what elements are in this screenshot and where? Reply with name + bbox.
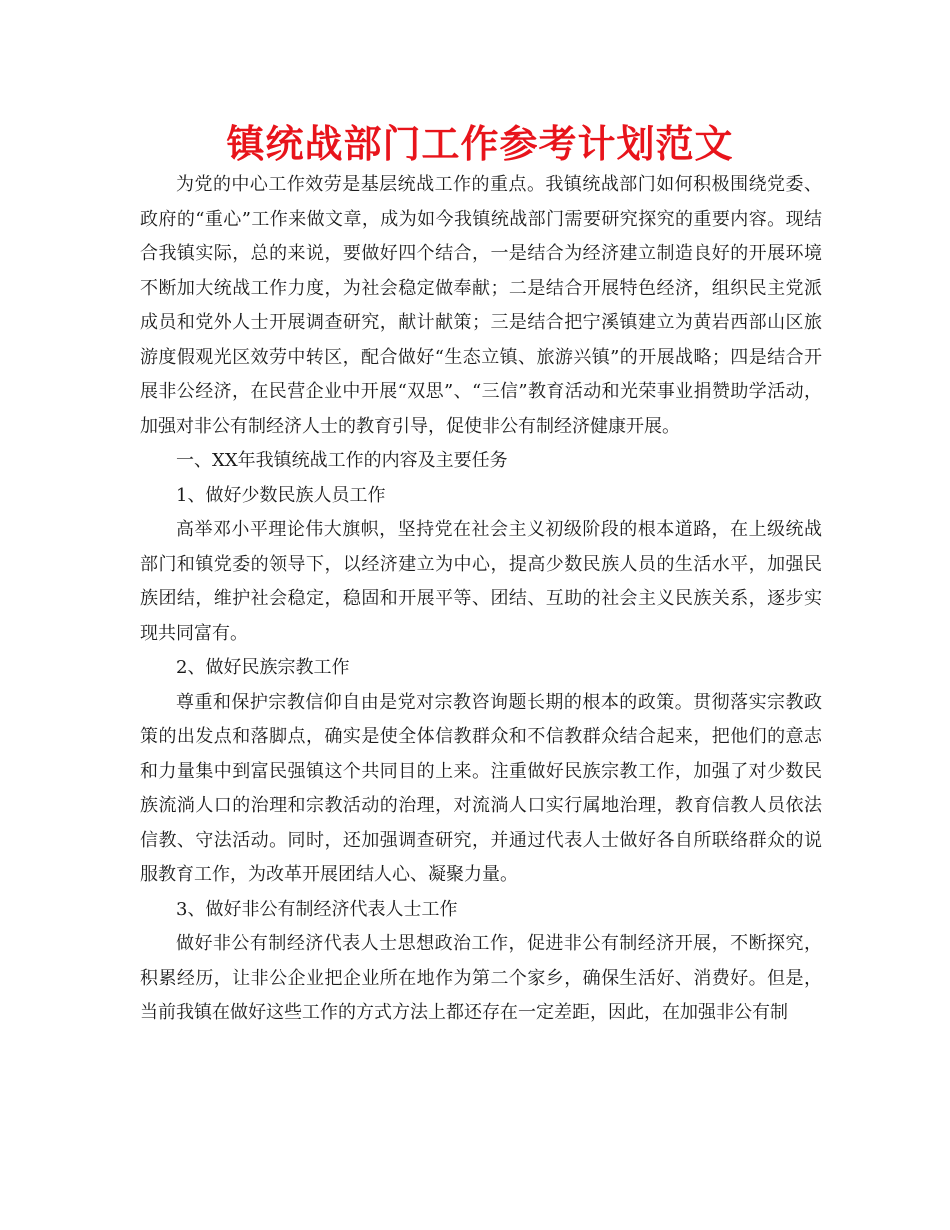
paragraph-intro: 为党的中心工作效劳是基层统战工作的重点。我镇统战部门如何积极围绕党委、政府的“重心”工作来做文章，成为如今我镇统战部门需要研究探究的重要内容。现结合我镇实际，总的来说，要做好四个结合，一是结合为经济建立制造良好的开展环境不断加大统战工作力度，为社会稳定做奉献；二是结合开展特色经济，组织民主党派成员和党外人士开展调查研究，献计献策；三是结合把宁溪镇建立为黄岩西部山区旅游度假观光区效劳中转区，配合做好“生态立镇、旅游兴镇”的开展战略；四是结合开展非公经济，在民营企业中开展“双思”、“三信”教育活动和光荣事业捐赞助学活动，加强对非公有制经济人士的教育引导，促使非公有制经济健康开展。 xyxy=(140,174,822,437)
paragraph-non-public-economy: 做好非公有制经济代表人士思想政治工作，促进非公有制经济开展，不断探究，积累经历，让非公企业把企业所在地作为第二个家乡，确保生活好、消费好。但是，当前我镇在做好这些工作的方式方法上都还存在一定差距，因此，在加强非公有制 xyxy=(140,933,822,1023)
document-body xyxy=(140,168,822,1031)
section-heading-1: 一、XX年我镇统战工作的内容及主要任务 xyxy=(176,450,508,471)
subsection-heading-2: 2、做好民族宗教工作 xyxy=(176,657,350,678)
document-title: 镇统战部门工作参考计划范文 xyxy=(226,122,734,166)
subsection-heading-1: 1、做好少数民族人员工作 xyxy=(176,484,386,506)
paragraph-religion: 尊重和保护宗教信仰自由是党对宗教咨询题长期的根本的政策。贯彻落实宗教政策的出发点和落脚点，确实是使全体信教群众和不信教群众结合起来，把他们的意志和力量集中到富民强镇这个共同目的上来。注重做好民族宗教工作，加强了对少数民族流淌人口的治理和宗教活动的治理，对流淌人口实行属地治理，教育信教人员依法信教、守法活动。同时，还加强调查研究，并通过代表人士做好各自所联络群众的说服教育工作，为改革开展团结人心、凝聚力量。 xyxy=(140,691,822,885)
paragraph-ethnic-minorities: 高举邓小平理论伟大旗帜，坚持党在社会主义初级阶段的根本道路，在上级统战部门和镇党委的领导下，以经济建立为中心，提高少数民族人员的生活水平，加强民族团结，维护社会稳定，稳固和开展平等、团结、互助的社会主义民族关系，逐步实现共同富有。 xyxy=(140,519,822,644)
subsection-heading-3: 3、做好非公有制经济代表人士工作 xyxy=(176,898,458,920)
